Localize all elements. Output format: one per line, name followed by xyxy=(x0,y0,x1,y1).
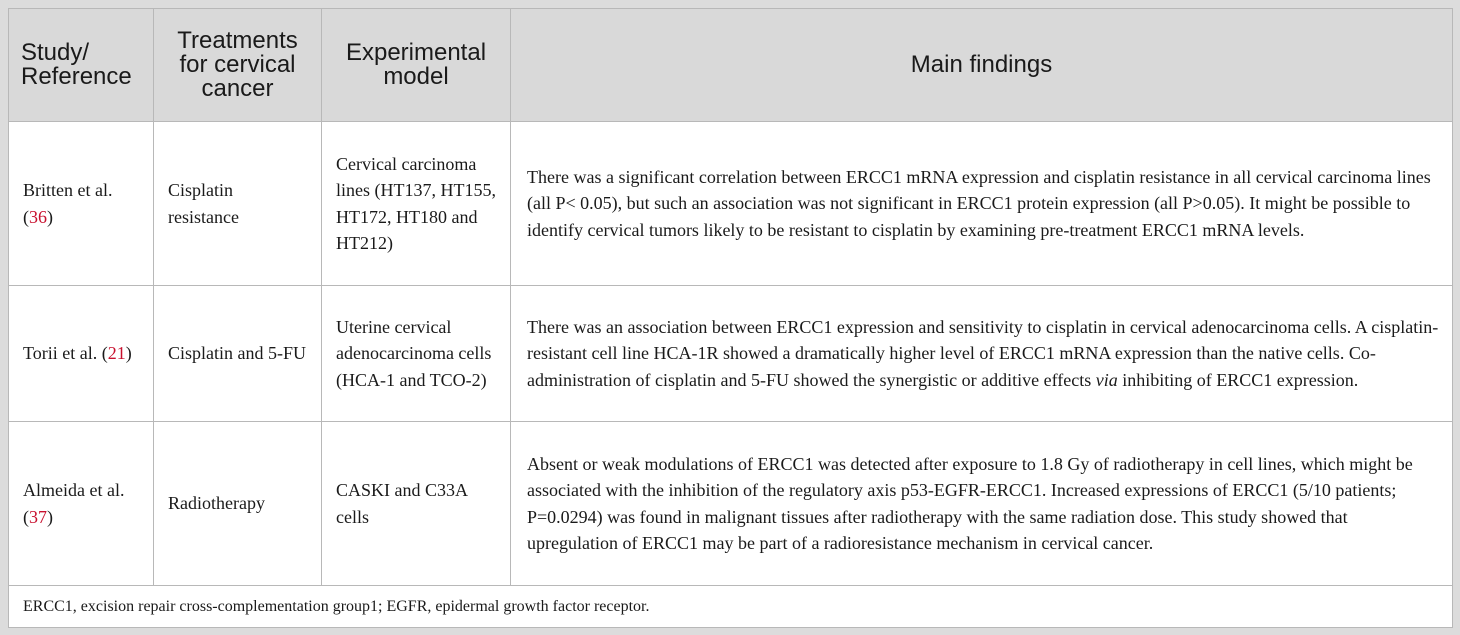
cell-study xyxy=(9,122,154,286)
ref-open: ( xyxy=(101,343,108,364)
findings-text: inhibiting of ERCC1 expression. xyxy=(1117,369,1359,390)
footnote-row xyxy=(9,586,1453,628)
cell-treatment: Cisplatin resistance xyxy=(154,122,322,286)
header-line: Main findings xyxy=(910,51,1053,78)
reference-link[interactable]: 37 xyxy=(29,506,47,527)
ref-open: ( xyxy=(23,206,29,227)
cell-treatment: Cisplatin and 5-FU xyxy=(154,286,322,422)
header-line: model xyxy=(383,63,449,90)
cell-findings: Absent or weak modulations of ERCC1 was detected after exposure to 1.8 Gy of radiotherapy in cell lines, which might be associated with the inhibition of the regulatory axis p53-EGFR-ERCC1. Increased expressions of ERCC1 (5/10 patients; P=0.0294) was found in malignant tissues after radiotherapy with the same radiation dose. This study showed that upregulation of ERCC1 may be part of a radioresistance mechanism in cervical cancer. xyxy=(511,422,1453,586)
study-name: Britten et al. xyxy=(23,180,113,200)
findings-text: There was an association between ERCC1 expression and sensitivity to cisplatin in cervical adenocarcinoma cells. A cisplatin-resistant cell line HCA-1R showed a dramatically higher level of ERCC1 mRNA expression than the native cells. Co-administration of cisplatin and 5-FU showed the synergistic or additive effects xyxy=(527,316,1439,390)
table-footnote: ERCC1, excision repair cross-complementation group1; EGFR, epidermal growth factor receptor. xyxy=(9,586,1453,628)
ref-close: ) xyxy=(47,206,53,227)
cell-study xyxy=(9,286,154,422)
cell-model: Cervical carcinoma lines (HT137, HT155, HT172, HT180 and HT212) xyxy=(322,122,511,286)
cell-study xyxy=(9,422,154,586)
header-line: cancer xyxy=(201,75,274,102)
header-experimental-model xyxy=(322,9,511,122)
study-name: Torii et al. xyxy=(23,343,98,364)
cell-findings: There was a significant correlation between ERCC1 mRNA expression and cisplatin resistance in all cervical carcinoma lines (all P< 0.05), but such an association was not significant in ERCC1 protein expression (all P>0.05). It might be possible to identify cervical tumors likely to be resistant to cisplatin by examining pre-treatment ERCC1 mRNA levels. xyxy=(511,122,1453,286)
study-name: Almeida et al. xyxy=(23,480,125,500)
findings-table xyxy=(8,8,1453,628)
table-header-row xyxy=(9,9,1453,122)
header-line: for cervical xyxy=(179,51,296,78)
cell-treatment: Radiotherapy xyxy=(154,422,322,586)
cell-findings xyxy=(511,286,1453,422)
table-frame xyxy=(8,8,1452,627)
cell-model: CASKI and C33A cells xyxy=(322,422,511,586)
header-study-reference xyxy=(9,9,154,122)
cell-model: Uterine cervical adenocarcinoma cells (HCA-1 and TCO-2) xyxy=(322,286,511,422)
ref-open: ( xyxy=(23,506,29,527)
header-line: Reference xyxy=(21,63,132,90)
ref-close: ) xyxy=(47,506,53,527)
header-treatments xyxy=(154,9,322,122)
table-row xyxy=(9,422,1453,586)
header-main-findings xyxy=(511,9,1453,122)
ref-close: ) xyxy=(125,343,132,364)
table-row xyxy=(9,286,1453,422)
findings-italic: via xyxy=(1095,369,1118,390)
table-row xyxy=(9,122,1453,286)
header-line: Study/ xyxy=(21,39,90,66)
reference-link[interactable]: 21 xyxy=(107,343,126,364)
header-line: Treatments xyxy=(177,27,298,54)
header-line: Experimental xyxy=(345,39,487,66)
reference-link[interactable]: 36 xyxy=(29,206,47,227)
